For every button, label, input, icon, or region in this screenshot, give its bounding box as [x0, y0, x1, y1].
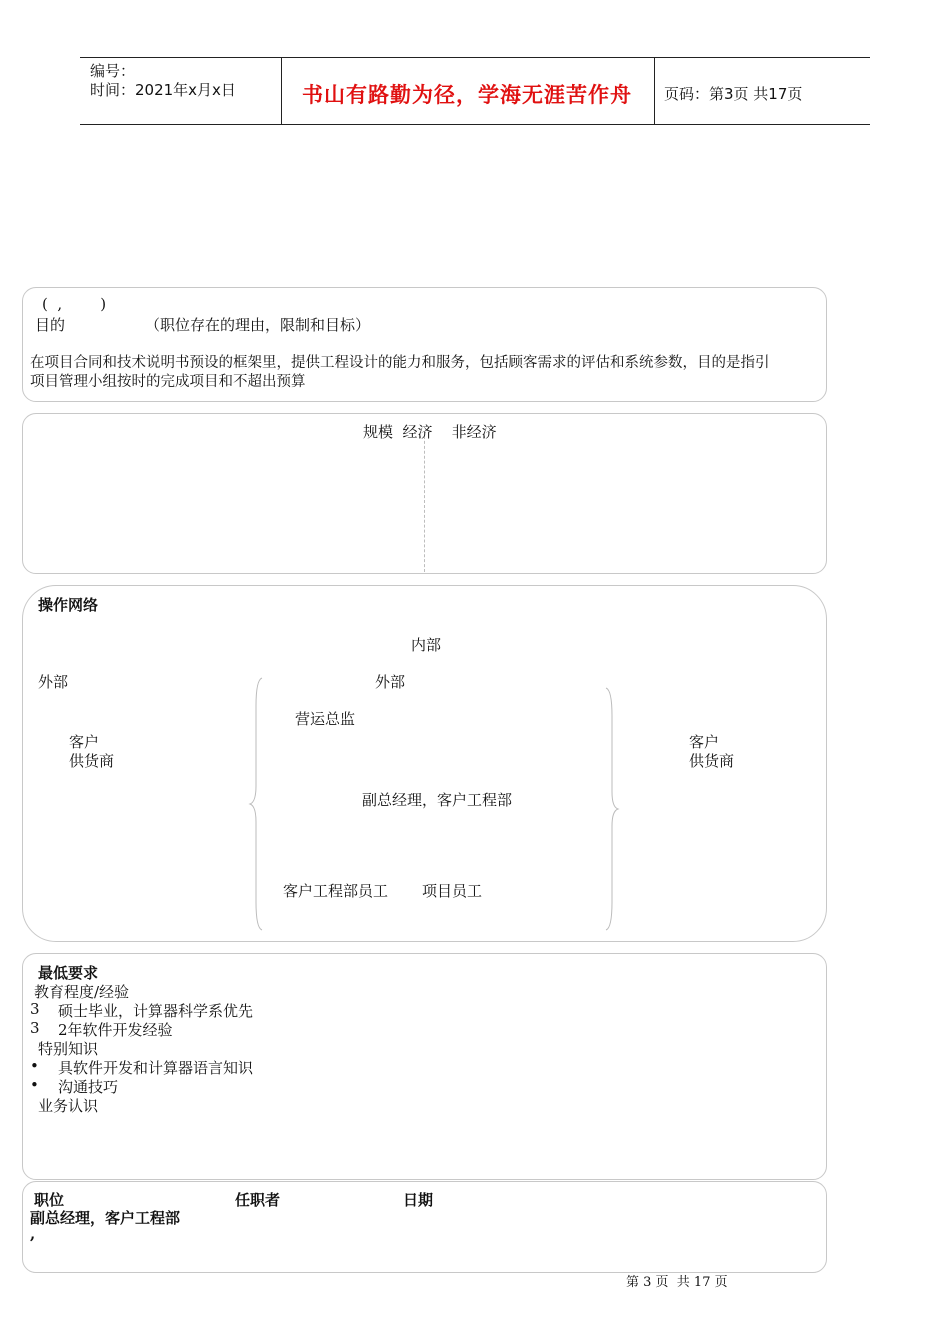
network-dept-staff: 客户工程部员工	[283, 882, 389, 900]
requirement-item-marker: 3	[30, 1000, 40, 1018]
network-deputy-manager: 副总经理，客户工程部	[362, 791, 513, 809]
network-external-left: 外部	[38, 673, 69, 691]
network-right-supplier: 供货商	[689, 752, 735, 770]
signoff-position-value: 副总经理，客户工程部	[30, 1209, 181, 1227]
scale-divider	[424, 436, 425, 572]
network-left-supplier: 供货商	[69, 752, 115, 770]
requirement-bullet-text: 具软件开发和计算器语言知识	[58, 1059, 254, 1077]
requirement-item-text: 2年软件开发经验	[58, 1021, 173, 1039]
header-bottom-rule	[80, 124, 870, 125]
network-right-client: 客户	[689, 733, 720, 751]
header-motto: 书山有路勤为径，学海无涯苦作舟	[302, 82, 632, 107]
header-divider-1	[281, 57, 282, 124]
purpose-body-line1: 在项目合同和技术说明书预设的框架里，提供工程设计的能力和服务，包括顾客需求的评估和系统参数，目的是指引	[30, 355, 770, 371]
scale-label: 规模 经济 非经济	[363, 423, 497, 441]
network-left-client: 客户	[69, 733, 100, 751]
network-external-mid: 外部	[375, 673, 406, 691]
network-title: 操作网络	[38, 596, 99, 614]
footer-page-number: 第 3 页 共 17 页	[626, 1275, 728, 1290]
requirement-item-text: 硕士毕业，计算器科学系优先	[58, 1002, 254, 1020]
requirement-item-marker: 3	[30, 1019, 40, 1037]
purpose-paren-line: ( , )	[42, 295, 107, 313]
requirement-bullet-text: 沟通技巧	[58, 1078, 119, 1096]
requirement-bullet-marker: •	[30, 1057, 39, 1075]
network-internal-label: 内部	[411, 636, 442, 654]
network-project-staff: 项目员工	[422, 882, 483, 900]
signoff-comma: ,	[30, 1225, 36, 1243]
requirements-business-label: 业务认识	[38, 1097, 99, 1115]
purpose-body-line2: 项目管理小组按时的完成项目和不超出预算	[30, 374, 306, 390]
signoff-date-label: 日期	[403, 1191, 434, 1209]
signoff-position-label: 职位	[34, 1191, 65, 1209]
page-label: 页码：第3页 共17页	[664, 85, 803, 103]
purpose-title: 目的	[35, 316, 66, 334]
serial-label: 编号：	[90, 62, 136, 80]
network-ops-director: 营运总监	[295, 710, 356, 728]
right-brace-icon	[604, 686, 620, 932]
left-brace-icon	[248, 676, 264, 932]
header-divider-2	[654, 57, 655, 124]
requirement-bullet-marker: •	[30, 1076, 39, 1094]
signoff-incumbent-label: 任职者	[235, 1191, 281, 1209]
header-top-rule	[80, 57, 870, 58]
time-label: 时间：2021年x月x日	[90, 81, 236, 99]
requirements-special-label: 特别知识	[38, 1040, 99, 1058]
requirements-title: 最低要求	[38, 964, 99, 982]
purpose-subtitle: （职位存在的理由，限制和目标）	[145, 316, 371, 334]
requirements-edu-label: 教育程度/经验	[34, 983, 130, 1001]
